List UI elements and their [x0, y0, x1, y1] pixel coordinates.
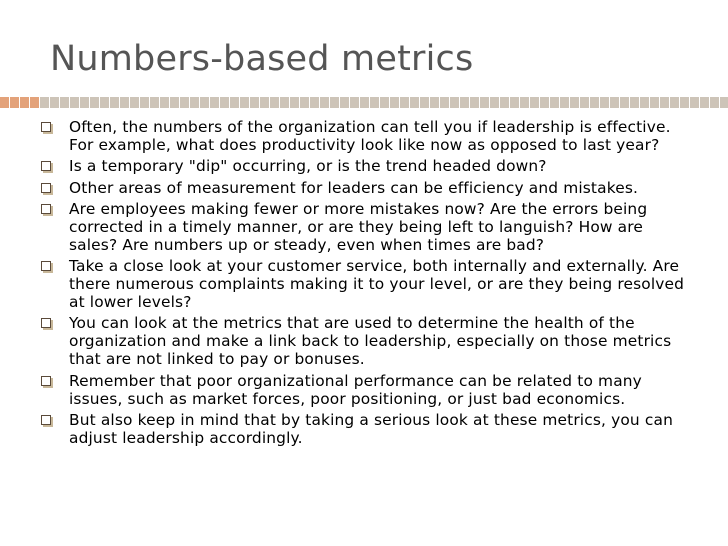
bullet-item — [40, 157, 695, 175]
title-underline-accent-bar — [0, 97, 40, 108]
bullet-item — [40, 200, 695, 254]
square-bullet-icon — [41, 318, 51, 328]
bullet-text: Often, the numbers of the organization can tell you if leadership is effective. For example, what does productivity look like now as opposed to last year? — [69, 118, 671, 154]
bullet-text: You can look at the metrics that are used to determine the health of the organization and make a link back to leadership, especially on those metrics that are not linked to pay or bonuses. — [69, 314, 672, 369]
bullet-item — [40, 372, 695, 408]
bullet-item — [40, 179, 695, 197]
bullet-text: Other areas of measurement for leaders can be efficiency and mistakes. — [69, 178, 639, 197]
square-bullet-icon — [41, 415, 51, 425]
bullet-item — [40, 314, 695, 368]
bullet-text: Take a close look at your customer service, both internally and externally. Are there numerous complaints making it to your level, or are they being resolved at lower levels? — [69, 257, 685, 312]
bullet-text: But also keep in mind that by taking a serious look at these metrics, you can adjust leadership accordingly. — [69, 411, 673, 448]
bullet-item — [40, 118, 695, 154]
accent-bar-grid-pattern — [0, 97, 40, 108]
square-bullet-icon — [41, 161, 51, 171]
bullet-item — [40, 411, 695, 447]
bullet-list — [40, 118, 695, 450]
bullet-text: Is a temporary "dip" occurring, or is the trend headed down? — [69, 157, 547, 176]
square-bullet-icon — [41, 261, 51, 271]
square-bullet-icon — [41, 204, 51, 214]
title-underline-bar — [40, 97, 728, 108]
bullet-item — [40, 257, 695, 311]
square-bullet-icon — [41, 376, 51, 386]
slide-title: Numbers-based metrics — [50, 39, 474, 79]
square-bullet-icon — [41, 183, 51, 193]
bullet-text: Are employees making fewer or more mistakes now? Are the errors being corrected in a timely manner, or are they being left to languish? How are sales? Are numbers up or steady, even when times are bad? — [69, 199, 648, 254]
bullet-text: Remember that poor organizational performance can be related to many issues, such as market forces, poor positioning, or just bad economics. — [69, 371, 642, 408]
underline-bar-grid-pattern — [40, 97, 728, 108]
square-bullet-icon — [41, 122, 51, 132]
